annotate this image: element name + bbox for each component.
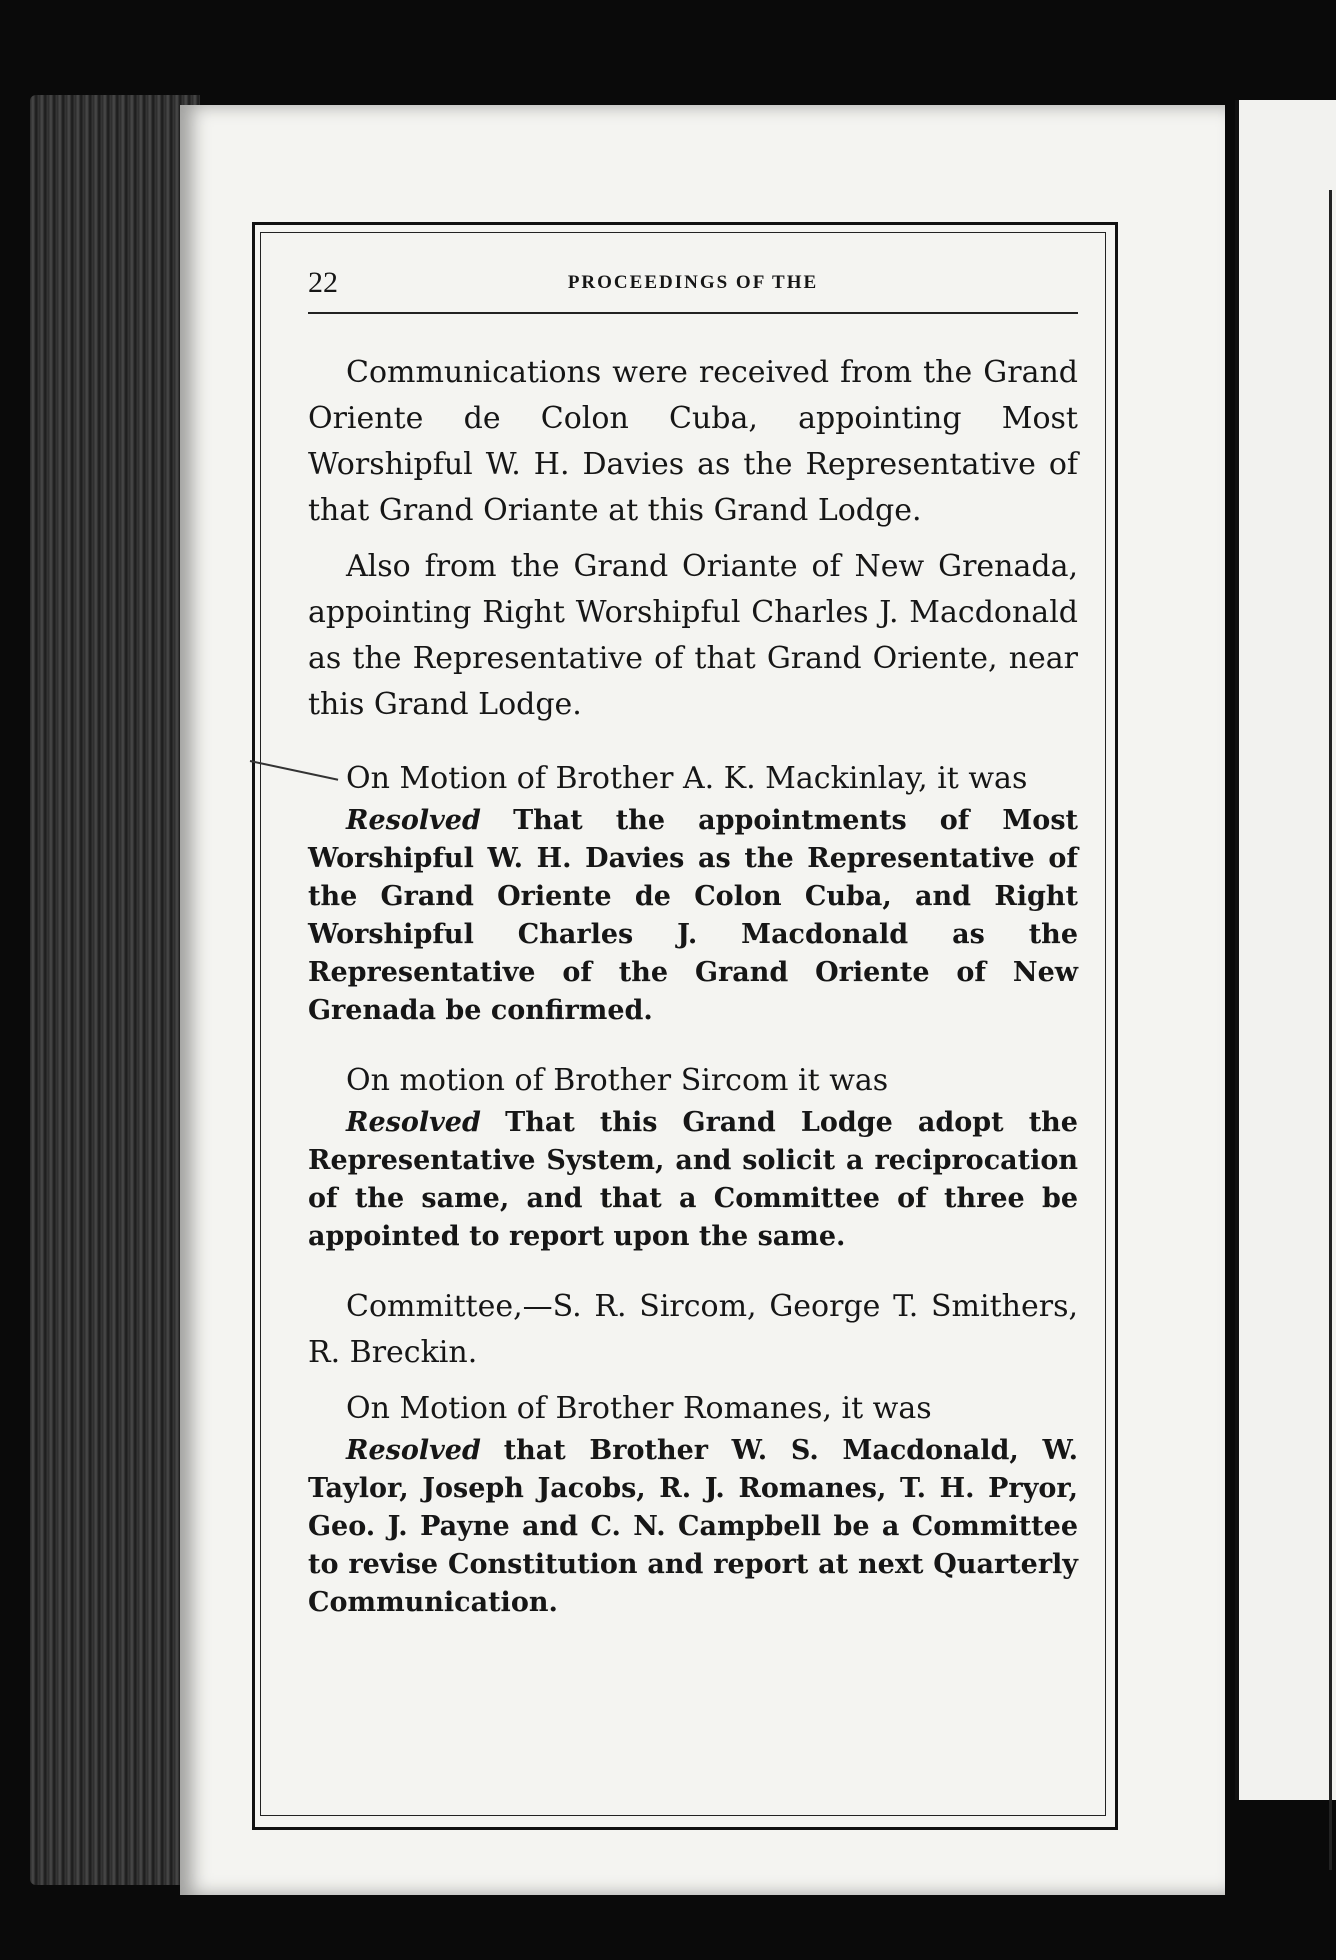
motion-romanes: On Motion of Brother Romanes, it was [346, 1391, 932, 1426]
page-content [308, 262, 1078, 1782]
resolution-text: that Brother W. S. Macdonald, W. Taylor, Joseph Jacobs, R. J. Romanes, T. H. Pryor, Geo. J. Payne and C. N. Campbell be a Committee to revise Constitution and report at next Quarterly Communication. [308, 1435, 1078, 1618]
resolution-text: That the appointments of Most Worshipful W. H. Davies as the Representative of the Grand Oriente de Colon Cuba, and Right Worshipful Charles J. Macdonald as the Representative of the Grand Oriente of New Grenada be confirmed. [308, 805, 1078, 1026]
resolution-appointments [308, 802, 1078, 1030]
resolution-representative-system [308, 1104, 1078, 1256]
motion-mackinlay: On Motion of Brother A. K. Mackinlay, it was [346, 761, 1028, 796]
adjacent-page-frame [1329, 190, 1336, 1870]
committee-members: Committee,—S. R. Sircom, George T. Smithers, R. Breckin. [308, 1289, 1078, 1370]
book-spine [30, 95, 200, 1885]
resolution-revise-constitution [308, 1432, 1078, 1622]
page-number: 22 [308, 266, 338, 299]
resolved-keyword: Resolved [346, 1107, 481, 1138]
motion-sircom: On motion of Brother Sircom it was [346, 1063, 889, 1098]
paragraph-new-grenada: Also from the Grand Oriante of New Grenada, appointing Right Worshipful Charles J. Macdonald as the Representative of that Grand Oriente, near this Grand Lodge. [308, 549, 1078, 722]
resolution-text: That this Grand Lodge adopt the Representative System, and solicit a reciprocation of the same, and that a Committee of three be appointed to report upon the same. [308, 1107, 1078, 1252]
paragraph-communications: Communications were received from the Grand Oriente de Colon Cuba, appointing Most Worshipful W. H. Davies as the Representative of that Grand Oriante at this Grand Lodge. [308, 355, 1078, 528]
resolved-keyword: Resolved [346, 1435, 481, 1466]
adjacent-page-edge [1235, 100, 1336, 1800]
resolved-keyword: Resolved [346, 805, 481, 836]
running-head: PROCEEDINGS OF THE [567, 272, 819, 293]
page-header [308, 262, 1078, 314]
